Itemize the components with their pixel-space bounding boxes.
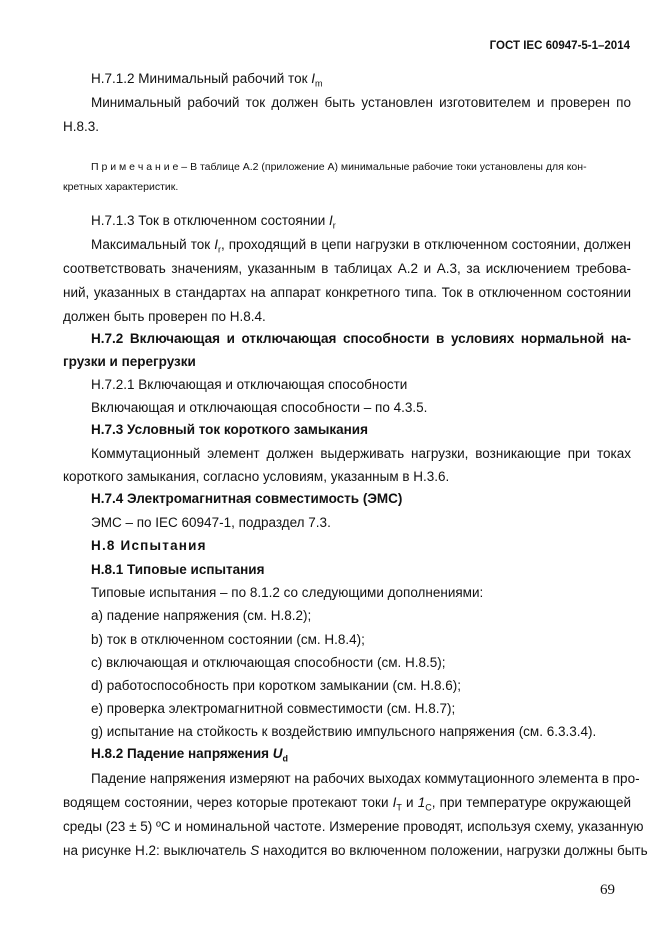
clause-h-7-1-3-title: Н.7.1.3 Ток в отключенном состоянии $I_r$	[91, 213, 336, 231]
list-item: c) включающая и отключающая способности (см. Н.8.5);	[91, 655, 446, 670]
section-h-8-title: Н.8 Испытания	[91, 538, 207, 553]
page-number: 69	[600, 882, 615, 898]
paragraph-line: Падение напряжения измеряют на рабочих выходах коммутационного элемента в про-	[91, 771, 640, 786]
paragraph-line: ЭМС – по IEC 60947-1, подраздел 7.3.	[91, 515, 331, 530]
clause-h-7-3-title: Н.7.3 Условный ток короткого замыкания	[91, 422, 368, 437]
list-item: d) работоспособность при коротком замыкании (см. Н.8.6);	[91, 678, 462, 693]
paragraph-line: соответствовать значениям, указанным в таблицах А.2 и А.3, за исключением требова-	[63, 261, 631, 276]
clause-h-7-2-title-cont: грузки и перегрузки	[63, 354, 196, 369]
paragraph-line: ний, указанных в стандартах на аппарат конкретного типа. Ток в отключенном состоянии	[63, 285, 631, 300]
clause-h-8-1-title: Н.8.1 Типовые испытания	[91, 562, 265, 577]
paragraph-line: водящем состоянии, через которые протекают токи $I_T$ и $1_C$, при температуре окружающей	[63, 795, 631, 813]
paragraph-line: Типовые испытания – по 8.1.2 со следующими дополнениями:	[91, 585, 484, 600]
note-line: П р и м е ч а н и е – В таблице А.2 (приложение А) минимальные рабочие токи установлены для кон-	[91, 161, 587, 173]
list-item: b) ток в отключенном состоянии (см. Н.8.4);	[91, 632, 365, 647]
paragraph-line: должен быть проверен по Н.8.4.	[63, 309, 266, 324]
paragraph-line: Н.8.3.	[63, 119, 100, 134]
note-line: кретных характеристик.	[63, 181, 179, 193]
paragraph-line: на рисунке Н.2: выключатель S находится во включенном положении, нагрузки должны быть	[63, 843, 648, 858]
list-item: g) испытание на стойкость к воздействию импульсного напряжения (см. 6.3.3.4).	[91, 724, 597, 739]
clause-h-7-4-title: Н.7.4 Электромагнитная совместимость (ЭМС)	[91, 491, 403, 506]
list-item: а) падение напряжения (см. Н.8.2);	[91, 608, 312, 623]
paragraph-line: Максимальный ток $I_r$, проходящий в цепи нагрузки в отключенном состоянии, должен	[91, 237, 631, 255]
clause-h-7-1-2-title: Н.7.1.2 Минимальный рабочий ток $I_m$	[91, 71, 323, 89]
paragraph-line: короткого замыкания, согласно условиям, указанным в Н.3.6.	[63, 469, 450, 484]
list-item: e) проверка электромагнитной совместимости (см. Н.8.7);	[91, 701, 456, 716]
paragraph-line: среды (23 ± 5) ºС и номинальной частоте. Измерение проводят, используя схему, указанную	[63, 819, 644, 834]
clause-h-7-2-1-title: Н.7.2.1 Включающая и отключающая способности	[91, 377, 408, 392]
paragraph-line: Коммутационный элемент должен выдерживать нагрузки, возникающие при токах	[91, 446, 631, 461]
document-header: ГОСТ IEC 60947-5-1–2014	[489, 40, 630, 52]
paragraph-line: Включающая и отключающая способности – по 4.3.5.	[91, 400, 428, 415]
paragraph-line: Минимальный рабочий ток должен быть установлен изготовителем и проверен по	[91, 95, 631, 110]
clause-h-8-2-title: Н.8.2 Падение напряжения $U_d$	[91, 746, 289, 764]
clause-h-7-2-title: Н.7.2 Включающая и отключающая способности в условиях нормальной на-	[91, 331, 631, 346]
